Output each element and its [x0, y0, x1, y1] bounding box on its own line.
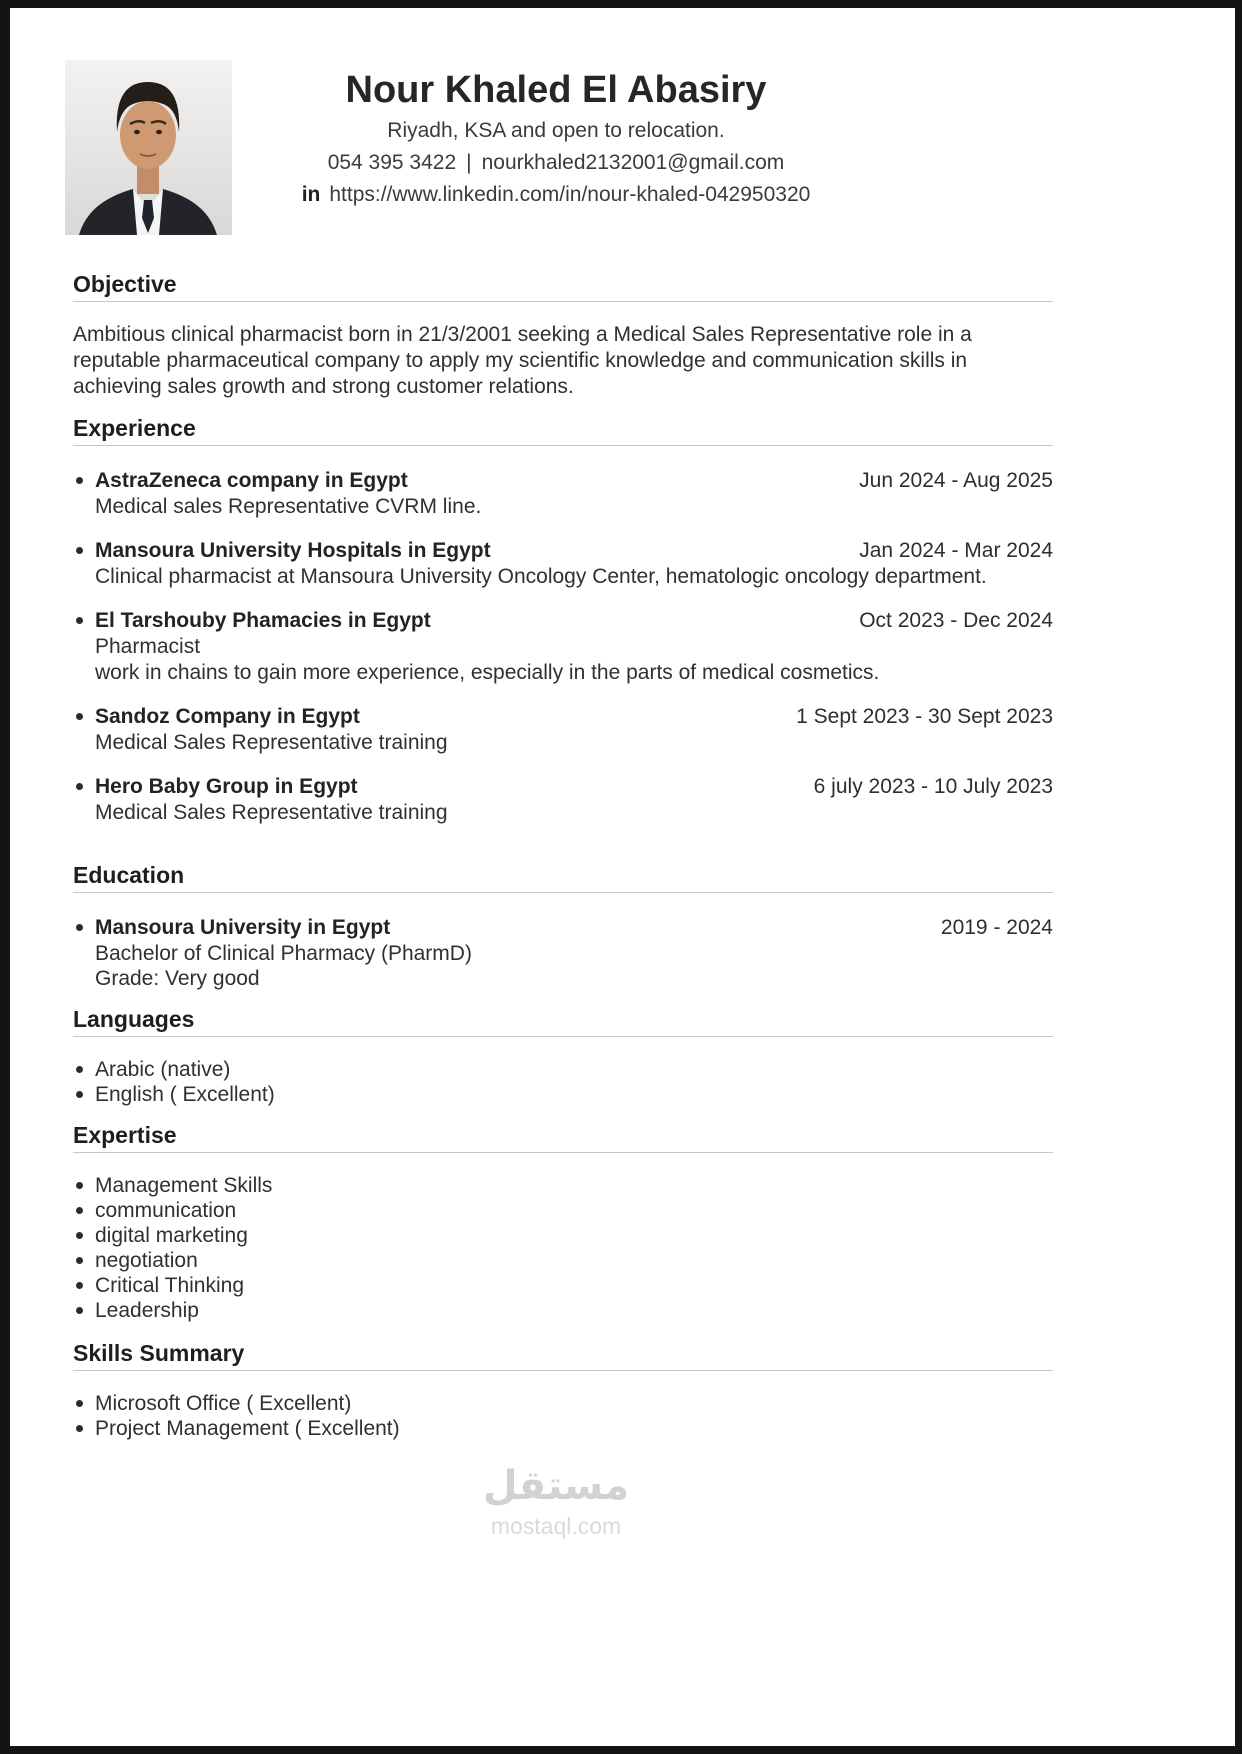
skills-summary-title: Skills Summary: [73, 1339, 1053, 1371]
expertise-item: Management Skills: [73, 1173, 1053, 1198]
experience-dates: 1 Sept 2023 - 30 Sept 2023: [796, 705, 1053, 728]
education-org: Mansoura University in Egypt: [95, 916, 391, 939]
section-expertise: [73, 1121, 1053, 1323]
section-skills-summary: [73, 1339, 1053, 1441]
experience-dates: Jan 2024 - Mar 2024: [859, 539, 1053, 562]
watermark-domain: mostaql.com: [490, 1513, 622, 1539]
section-languages: [73, 1005, 1053, 1107]
skill-item: Project Management ( Excellent): [73, 1416, 1053, 1441]
resume-header: [10, 8, 1235, 256]
experience-dates: Oct 2023 - Dec 2024: [859, 609, 1053, 632]
section-objective: [73, 270, 1053, 400]
language-item: English ( Excellent): [73, 1082, 1053, 1107]
experience-item: [73, 538, 1053, 590]
education-degree: Bachelor of Clinical Pharmacy (PharmD): [95, 942, 472, 965]
experience-org: Hero Baby Group in Egypt: [95, 775, 358, 798]
experience-item: [73, 774, 1053, 826]
location-line: Riyadh, KSA and open to relocation.: [387, 119, 725, 142]
education-title: Education: [73, 861, 1053, 893]
objective-title: Objective: [73, 270, 1053, 302]
expertise-item: communication: [73, 1198, 1053, 1223]
resume-page: [10, 8, 1235, 1746]
experience-item: [73, 608, 1053, 686]
experience-dates: 6 july 2023 - 10 July 2023: [813, 775, 1053, 798]
email-address[interactable]: nourkhaled2132001@gmail.com: [481, 151, 785, 174]
experience-org: AstraZeneca company in Egypt: [95, 469, 408, 492]
expertise-title: Expertise: [73, 1121, 1053, 1153]
skills-summary-list: [73, 1391, 1053, 1441]
experience-list: [73, 468, 1053, 826]
experience-item: [73, 704, 1053, 756]
expertise-list: [73, 1173, 1053, 1323]
languages-list: [73, 1057, 1053, 1107]
contact-line: [231, 150, 881, 176]
watermark-arabic-logo: مستقل: [482, 1463, 630, 1509]
experience-org: Sandoz Company in Egypt: [95, 705, 360, 728]
skill-item: Microsoft Office ( Excellent): [73, 1391, 1053, 1416]
section-experience: [73, 414, 1053, 826]
linkedin-url[interactable]: https://www.linkedin.com/in/nour-khaled-042950320: [329, 183, 811, 206]
person-portrait-graphic: [65, 60, 232, 235]
watermark: [221, 1463, 891, 1540]
experience-role: Pharmacist: [95, 635, 201, 658]
resume-body: [73, 270, 1053, 1441]
expertise-item: digital marketing: [73, 1223, 1053, 1248]
education-dates: 2019 - 2024: [940, 916, 1053, 939]
experience-role: Medical Sales Representative training: [95, 801, 448, 824]
expertise-item: Critical Thinking: [73, 1273, 1053, 1298]
contact-separator: |: [466, 151, 472, 174]
experience-detail: work in chains to gain more experience, especially in the parts of medical cosmetics.: [95, 661, 880, 684]
education-list: [73, 915, 1053, 991]
profile-photo: [65, 60, 232, 235]
experience-role: Medical Sales Representative training: [95, 731, 448, 754]
linkedin-line: [231, 182, 881, 208]
experience-role: Medical sales Representative CVRM line.: [95, 495, 482, 518]
experience-dates: Jun 2024 - Aug 2025: [859, 469, 1053, 492]
phone-number: 054 395 3422: [327, 151, 457, 174]
objective-text: Ambitious clinical pharmacist born in 21/3/2001 seeking a Medical Sales Representative role in a reputable pharmaceutical company to apply my scientific knowledge and communication skills in achieving sales growth and strong customer relations.: [73, 323, 972, 398]
experience-org: El Tarshouby Phamacies in Egypt: [95, 609, 431, 632]
linkedin-icon: in: [301, 183, 321, 206]
education-grade: Grade: Very good: [95, 967, 260, 990]
education-item: [73, 915, 1053, 991]
section-education: [73, 861, 1053, 991]
person-name: Nour Khaled El Abasiry: [345, 69, 767, 111]
experience-item: [73, 468, 1053, 520]
experience-title: Experience: [73, 414, 1053, 446]
languages-title: Languages: [73, 1005, 1053, 1037]
expertise-item: negotiation: [73, 1248, 1053, 1273]
header-text-block: [231, 68, 881, 208]
experience-role: Clinical pharmacist at Mansoura University Oncology Center, hematologic oncology department.: [95, 565, 987, 588]
language-item: Arabic (native): [73, 1057, 1053, 1082]
expertise-item: Leadership: [73, 1298, 1053, 1323]
experience-org: Mansoura University Hospitals in Egypt: [95, 539, 491, 562]
